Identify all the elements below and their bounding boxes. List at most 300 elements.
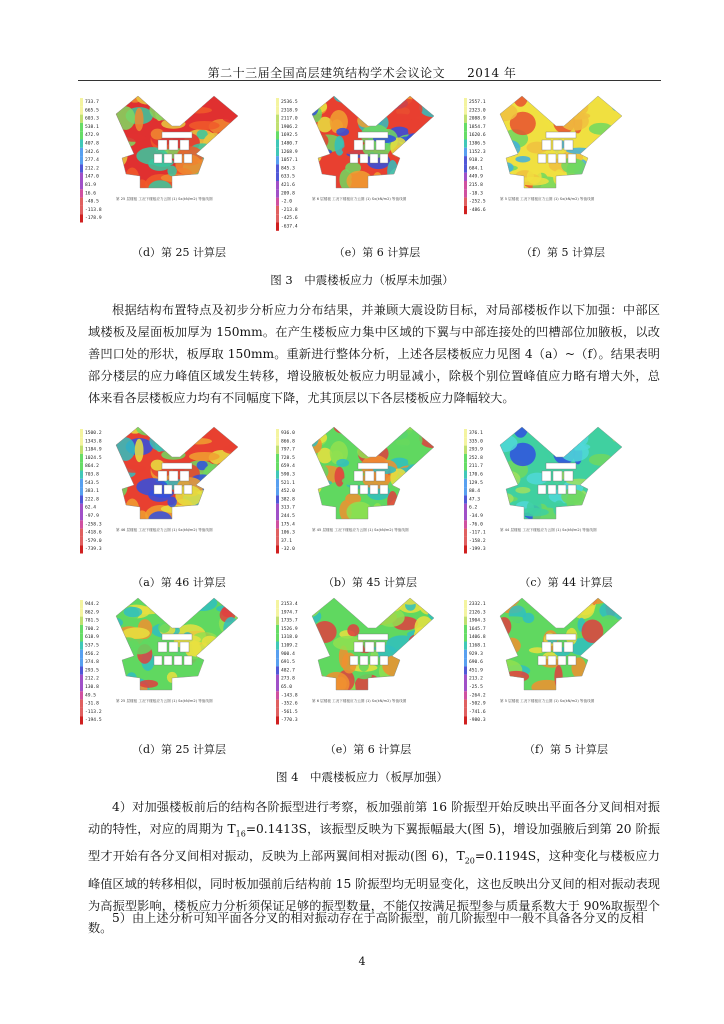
legend-value: 936.0 (281, 431, 295, 436)
legend-value: 376.1 (469, 431, 483, 436)
legend-value: -18.3 (469, 191, 483, 197)
stress-blob (501, 494, 509, 518)
legend-swatch (80, 429, 83, 437)
stress-blob (189, 452, 220, 461)
legend-value: -770.3 (281, 718, 298, 724)
legend-swatch (464, 164, 467, 172)
legend (464, 98, 486, 214)
core-opening (354, 642, 363, 652)
core-opening (370, 485, 378, 494)
legend-value: 244.5 (281, 514, 295, 519)
stress-blob (159, 92, 172, 102)
legend-swatch (464, 462, 467, 470)
legend-swatch (276, 479, 279, 487)
stress-blob (515, 487, 530, 493)
core-opening (164, 154, 172, 163)
stress-blob (408, 499, 421, 519)
stress-blob (515, 186, 529, 195)
legend-swatch (464, 675, 467, 683)
stress-blob (565, 684, 593, 700)
legend-swatch (276, 675, 279, 683)
legend-swatch (80, 198, 83, 206)
legend-swatch (80, 537, 83, 545)
stress-blob (497, 617, 512, 636)
stress-blob (116, 106, 135, 130)
legend (276, 429, 295, 554)
stress-blob (216, 462, 239, 470)
legend-swatch (80, 504, 83, 512)
stress-blob (563, 594, 588, 609)
legend-swatch (276, 625, 279, 633)
legend-value: 728.5 (281, 455, 295, 461)
legend-swatch (80, 625, 83, 633)
legend-value: 1645.7 (469, 626, 486, 632)
stress-blob (111, 475, 127, 498)
stress-blob (300, 474, 317, 491)
legend-swatch (464, 115, 467, 123)
legend-swatch (464, 181, 467, 189)
stress-blob (216, 131, 239, 139)
stress-blob (577, 595, 598, 606)
stress-blob (613, 651, 634, 674)
stress-blob (112, 672, 125, 682)
stress-blob (297, 596, 321, 618)
core-opening (568, 485, 576, 494)
legend-swatch (276, 520, 279, 528)
stress-blob (412, 500, 429, 512)
stress-blob (357, 445, 374, 459)
legend-value: 1318.0 (281, 635, 298, 641)
stress-blob (492, 635, 509, 654)
stress-blob (318, 508, 336, 529)
legend-value: 293.5 (85, 668, 99, 674)
legend-value: 211.7 (469, 464, 483, 470)
legend-swatch (80, 633, 83, 641)
legend-value: -48.5 (85, 199, 99, 205)
stress-blob (186, 107, 212, 113)
stress-contour-plot (272, 423, 452, 573)
stress-blob (419, 594, 437, 614)
stress-blob (595, 660, 604, 680)
stress-blob (499, 140, 521, 156)
stress-blob (113, 679, 135, 686)
legend-value: 2323.0 (469, 108, 486, 114)
legend-value: 659.4 (281, 464, 295, 470)
stress-blob (405, 158, 432, 181)
core-opening (154, 656, 162, 665)
core-opening (350, 656, 358, 665)
legend-swatch (80, 683, 83, 691)
legend-swatch (464, 454, 467, 462)
core-opening (558, 485, 566, 494)
legend-swatch (276, 454, 279, 462)
stress-blob (175, 92, 199, 104)
stress-blob (125, 167, 139, 190)
core-opening (548, 154, 556, 163)
legend-value: 1024.5 (85, 455, 102, 461)
stress-blob (492, 672, 501, 696)
legend-value: 472.9 (85, 133, 99, 139)
stress-blob (589, 169, 620, 180)
legend-value: -194.5 (85, 718, 102, 724)
legend-swatch (276, 446, 279, 454)
legend-value: 521.1 (281, 480, 295, 486)
legend-value: 407.8 (85, 141, 99, 147)
core-opening (184, 485, 192, 494)
core-opening (542, 471, 551, 481)
stress-blob (489, 594, 506, 608)
legend-swatch (276, 164, 279, 172)
legend-swatch (464, 495, 467, 503)
core-opening (174, 154, 182, 163)
stress-blob (227, 145, 242, 153)
stress-contour-plot (460, 423, 640, 573)
core-opening (358, 132, 388, 138)
stress-blob (614, 158, 628, 169)
legend-value: 212.2 (85, 676, 99, 682)
legend-value: 1904.3 (469, 618, 486, 624)
stress-blob (312, 147, 322, 163)
stress-blob (232, 623, 247, 630)
stress-blob (228, 92, 241, 110)
legend-swatch (464, 206, 467, 214)
legend (464, 429, 486, 554)
stress-blob (599, 181, 630, 196)
figure-4-caption-a: （a）第 46 计算层 (132, 576, 226, 589)
stress-blob (229, 500, 249, 507)
legend-value: 929.3 (469, 651, 483, 657)
legend-swatch (80, 666, 83, 674)
core-opening (162, 634, 192, 640)
legend-value: 2557.1 (469, 100, 486, 105)
legend-swatch (276, 140, 279, 148)
legend-value: -143.8 (281, 693, 298, 699)
stress-contour-panel (76, 92, 256, 242)
stress-blob (612, 456, 624, 463)
stress-blob (173, 431, 192, 449)
stress-blob (504, 671, 530, 682)
core-opening (558, 154, 566, 163)
legend-swatch (464, 487, 467, 495)
legend-swatch (80, 206, 83, 214)
page-number: 4 (358, 955, 366, 968)
core-opening (558, 656, 566, 665)
stress-blob (335, 136, 345, 156)
stress-blob (148, 180, 172, 198)
stress-blob (357, 672, 372, 679)
legend-swatch (80, 437, 83, 445)
figure-4-caption-d: （d）第 25 计算层 (131, 743, 227, 756)
legend-value: 918.2 (469, 158, 483, 164)
stress-contour-panel (272, 423, 452, 573)
stress-blob (305, 597, 326, 610)
legend-swatch (464, 446, 467, 454)
legend-swatch (276, 462, 279, 470)
legend-value: 1184.9 (85, 447, 102, 453)
legend-value: 212.2 (85, 166, 99, 172)
stress-blob (126, 672, 137, 685)
stress-blob (336, 459, 349, 467)
legend-value: 383.1 (85, 489, 99, 495)
legend-value: 37.1 (281, 538, 293, 544)
period-subscript-20: 20 (464, 856, 475, 866)
plot-note: 第 45 层楼板 工况下楼板应力云图 (1) Sx(kN/m2) 等值线图 (312, 528, 409, 532)
legend-swatch (80, 181, 83, 189)
plot-note: 第 25 层楼板 工况下楼板应力云图 (1) Sx(kN/m2) 等值线图 (116, 197, 213, 201)
legend-value: 703.8 (85, 472, 99, 478)
stress-blob (304, 648, 325, 655)
core-opening (154, 485, 162, 494)
legend-value: -418.6 (85, 530, 102, 536)
stress-blob (168, 609, 181, 619)
stress-blob (609, 128, 632, 140)
stress-blob (202, 636, 218, 648)
core-opening (546, 634, 576, 640)
legend-swatch (464, 691, 467, 699)
stress-blob (409, 633, 437, 647)
legend-value: 733.7 (85, 100, 99, 105)
core-opening (158, 140, 167, 150)
stress-blob (515, 156, 530, 162)
legend-swatch (80, 148, 83, 156)
core-opening (564, 471, 573, 481)
core-opening (365, 471, 374, 481)
legend-swatch (464, 520, 467, 528)
stress-blob (617, 645, 633, 663)
legend-value: -486.6 (469, 207, 486, 213)
stress-blob (429, 126, 438, 134)
legend-swatch (464, 608, 467, 616)
stress-blob (107, 159, 117, 169)
stress-blob (594, 501, 617, 516)
core-opening (365, 140, 374, 150)
legend-value: 47.3 (469, 497, 481, 503)
legend-swatch (276, 148, 279, 156)
legend-value: 313.7 (281, 505, 295, 511)
core-opening (380, 656, 388, 665)
figure-3-title: 图 3 中震楼板应力（板厚未加强） (270, 273, 454, 287)
core-opening (538, 485, 546, 494)
stress-blob (414, 627, 430, 644)
legend-swatch (276, 106, 279, 114)
legend-swatch (276, 512, 279, 520)
stress-blob (577, 431, 588, 445)
paragraph-mode-text-3: =0.1194S，这种变化与楼板应力峰值区域的转移相似，同时板加强前后结构前 15 阶振型均无明显变化，这也反映出分叉间的相对振动表现为高振型影响，楼板应力分析须保证足够的振型数量，不能仅按满足振型参与质量系数大于 90%取振型个数。 (88, 849, 660, 935)
legend-value: 16.6 (85, 191, 97, 197)
legend-value: 1620.6 (469, 133, 486, 139)
stress-blob (229, 169, 249, 176)
legend-swatch (464, 106, 467, 114)
legend-swatch (464, 189, 467, 197)
legend-swatch (276, 650, 279, 658)
core-opening (164, 485, 172, 494)
stress-blob (416, 645, 436, 662)
legend-value: 2332.1 (469, 602, 486, 607)
stress-blob (572, 599, 595, 619)
stress-blob (346, 502, 372, 523)
stress-blob (223, 146, 235, 164)
legend-value: 106.3 (281, 530, 295, 536)
legend-value: 862.9 (85, 610, 99, 616)
legend-swatch (276, 123, 279, 131)
legend-value: -425.6 (281, 216, 298, 222)
core-opening (564, 140, 573, 150)
legend-value: -561.5 (281, 709, 298, 715)
legend-value: 1152.3 (469, 149, 486, 155)
stress-blob (541, 599, 567, 618)
stress-blob (202, 665, 217, 679)
legend-value: 6.2 (469, 505, 478, 511)
legend-value: -76.0 (469, 522, 483, 528)
period-subscript-16: 16 (235, 829, 246, 839)
stress-contour-panel (272, 594, 452, 744)
legend-swatch (276, 181, 279, 189)
core-opening (376, 642, 385, 652)
core-opening (184, 154, 192, 163)
legend-swatch (276, 716, 279, 724)
stress-blob (419, 428, 446, 448)
stress-blob (419, 97, 446, 117)
legend-value: 665.5 (85, 108, 99, 114)
legend-swatch (80, 446, 83, 454)
stress-blob (354, 596, 377, 617)
legend-swatch (276, 666, 279, 674)
stress-blob (135, 439, 144, 462)
legend-swatch (80, 708, 83, 716)
stress-blob (431, 98, 444, 111)
legend-value: 170.6 (469, 472, 483, 478)
core-opening (553, 471, 562, 481)
stress-blob (429, 457, 438, 465)
stress-blob (610, 505, 629, 528)
legend-value: 129.5 (469, 480, 483, 486)
stress-contour-panel (460, 423, 640, 573)
legend-swatch (276, 173, 279, 181)
stress-blob (614, 489, 628, 500)
legend-value: 1692.5 (281, 133, 298, 139)
stress-blob (423, 508, 441, 526)
stress-blob (335, 467, 345, 487)
legend-value: 1386.5 (469, 141, 486, 147)
stress-blob (517, 177, 548, 186)
legend-value: 452.0 (281, 489, 295, 495)
legend-value: 88.4 (469, 489, 481, 495)
stress-blob (594, 170, 617, 185)
core-opening (169, 642, 178, 652)
legend-swatch (276, 223, 279, 231)
stress-contour-plot (460, 92, 640, 242)
stress-blob (227, 648, 252, 669)
legend-swatch (276, 437, 279, 445)
stress-blob (589, 476, 609, 496)
stress-blob (183, 600, 199, 613)
legend-value: -258.3 (85, 522, 102, 528)
stress-blob (485, 139, 508, 152)
legend-swatch (464, 683, 467, 691)
legend-swatch (80, 131, 83, 139)
stress-blob (611, 663, 625, 682)
legend-swatch (464, 650, 467, 658)
legend-swatch (276, 429, 279, 437)
core-opening (358, 463, 388, 469)
legend-swatch (80, 512, 83, 520)
core-opening (174, 485, 182, 494)
stress-blob (401, 681, 411, 699)
stress-blob (418, 672, 444, 678)
stress-blob (158, 622, 170, 633)
core-opening (174, 656, 182, 665)
stress-blob (295, 673, 326, 693)
stress-blob (553, 500, 565, 516)
legend-value: 277.4 (85, 158, 99, 164)
stress-blob (424, 454, 448, 467)
legend-swatch (464, 140, 467, 148)
stress-blob (589, 500, 620, 511)
legend-swatch (80, 650, 83, 658)
legend-swatch (276, 156, 279, 164)
stress-blob (582, 594, 609, 604)
stress-contour-panel (460, 594, 640, 744)
stress-blob (491, 672, 505, 680)
stress-blob (161, 450, 185, 460)
legend-swatch (80, 529, 83, 537)
stress-blob (387, 160, 398, 183)
legend-value: 342.6 (85, 149, 99, 155)
stress-blob (196, 685, 222, 700)
stress-blob (541, 594, 566, 600)
stress-blob (189, 121, 220, 130)
legend-value: 2088.9 (469, 116, 486, 122)
legend-value: 1480.7 (281, 141, 298, 147)
legend-swatch (464, 98, 467, 106)
stress-blob (139, 680, 158, 688)
stress-contour-panel (76, 594, 256, 744)
stress-blob (499, 162, 514, 172)
core-opening (169, 140, 178, 150)
stress-blob (343, 613, 370, 623)
legend-swatch (80, 700, 83, 708)
stress-blob (123, 607, 142, 617)
stress-blob (392, 430, 422, 451)
legend-swatch (276, 487, 279, 495)
core-opening (360, 154, 368, 163)
legend-value: -199.3 (469, 547, 486, 553)
stress-blob (412, 169, 429, 181)
legend-value: 2318.9 (281, 108, 298, 114)
stress-blob (161, 119, 185, 129)
core-opening (180, 471, 189, 481)
legend-value: 175.4 (281, 522, 295, 528)
stress-blob (611, 161, 631, 180)
legend-value: 944.2 (85, 602, 99, 607)
core-opening (169, 471, 178, 481)
stress-blob (307, 429, 319, 447)
legend-value: -352.6 (281, 701, 298, 707)
legend-value: -34.9 (469, 514, 483, 519)
legend-swatch (464, 437, 467, 445)
stress-blob (417, 498, 448, 522)
stress-blob (400, 679, 417, 693)
legend-swatch (80, 520, 83, 528)
core-opening (542, 642, 551, 652)
legend-value: 633.5 (281, 174, 295, 180)
legend-value: -113.2 (85, 709, 102, 715)
stress-blob (560, 443, 589, 462)
legend-value: 1526.9 (281, 626, 298, 632)
legend-swatch (464, 529, 467, 537)
stress-blob (608, 130, 625, 141)
legend-value: 2536.5 (281, 100, 298, 105)
